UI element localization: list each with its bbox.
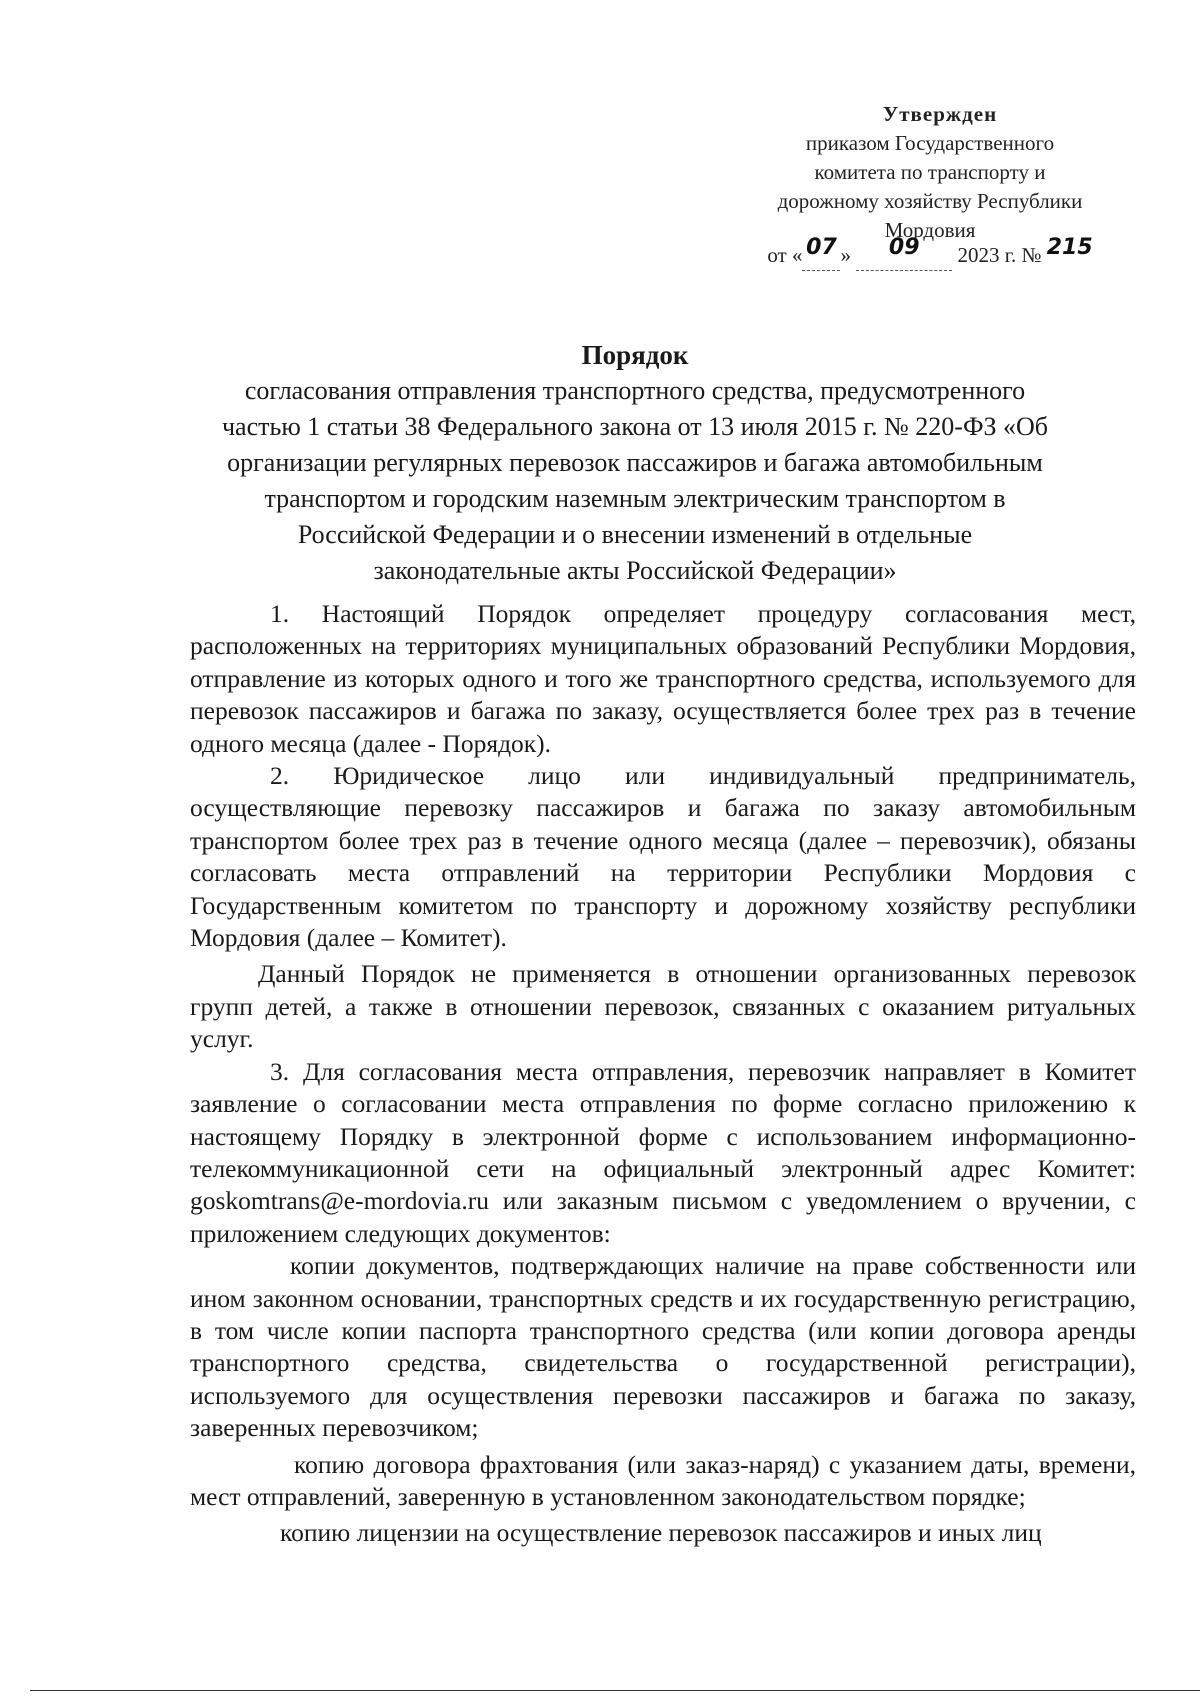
approval-date-row [720,235,1140,271]
title-line: законодательные акты Российской Федерации» [373,556,897,585]
handwritten-day: 07 [806,235,837,260]
title-line: транспортом и городским наземным электрическим транспортом в [264,484,1006,513]
paragraph-2: 2. Юридическое лицо или индивидуальный предприниматель, осуществляющие перевозку пассажиров и багажа по заказу автомобильным транспортом более трех раз в течение одного месяца (далее – перевозчик), обязаны согласовать места отправлений на территории Республики Мордовия с Государственным комитетом по транспорту и дорожному хозяйству республики Мордовия (далее – Комитет). [190,761,1136,953]
title-line: частью 1 статьи 38 Федерального закона от 13 июля 2015 г. № 220-ФЗ «Об [221,412,1049,441]
document-body [190,598,1136,1550]
paragraph-3: 3. Для согласования места отправления, перевозчик направляет в Комитет заявление о согласовании места отправления по форме согласно приложению к настоящему Порядку в электронной форме с использованием информационно-телекоммуникационной сети на официальный электронный адрес Комитет: goskomtrans@e-mordovia.ru или заказным письмом с уведомлением о вручении, с приложением следующих документов: [190,1056,1136,1248]
approval-line: Мордовия [884,218,976,242]
title-line: организации регулярных перевозок пассажиров и багажа автомобильным [227,448,1043,477]
list-item-documents-copies: копии документов, подтверждающих наличие на праве собственности или ином законном основании, транспортных средств и их государственную регистрацию, в том числе копии паспорта транспортного средства (или копии договора аренды транспортного средства, свидетельства о государственной регистрации), используемого для осуществления перевозки пассажиров и багажа по заказу, заверенных перевозчиком; [190,1251,1136,1443]
date-prefix: от « [767,243,803,267]
paragraph-1: 1. Настоящий Порядок определяет процедуру согласования мест, расположенных на территориях муниципальных образований Республики Мордовия, отправление из которых одного и того же транспортного средства, используемого для перевозок пассажиров и багажа по заказу, осуществляется более трех раз в течение одного месяца (далее - Порядок). [190,599,1136,758]
document-title: Порядок [581,340,689,370]
list-item-license: копию лицензии на осуществление перевозок пассажиров и иных лиц [280,1518,1042,1548]
paragraph-2-note: Данный Порядок не применяется в отношении организованных перевозок групп детей, а также в отношении перевозок, связанных с оказанием ритуальных услуг. [190,959,1136,1054]
document-title-block [190,337,1080,589]
page-bottom-line [30,1690,1200,1691]
approval-heading: Утвержден [882,102,998,126]
approval-line: приказом Государственного [805,131,1055,155]
date-year: 2023 г. № [957,243,1042,267]
title-line: согласования отправления транспортного средства, предусмотренного [244,376,1026,405]
title-line: Российской Федерации и о внесении изменений в отдельные [297,520,973,549]
date-mid: » [840,243,851,267]
approval-line: дорожному хозяйству Республики [777,189,1083,213]
handwritten-month: 09 [888,235,920,260]
handwritten-order-number: 215 [1046,235,1093,260]
approval-stamp-block [720,100,1140,271]
list-item-charter-contract: копию договора фрахтования (или заказ-наряд) с указанием даты, времени, мест отправлений, заверенную в установленном законодательством порядке; [190,1449,1136,1511]
approval-line: комитета по транспорту и [814,160,1046,184]
